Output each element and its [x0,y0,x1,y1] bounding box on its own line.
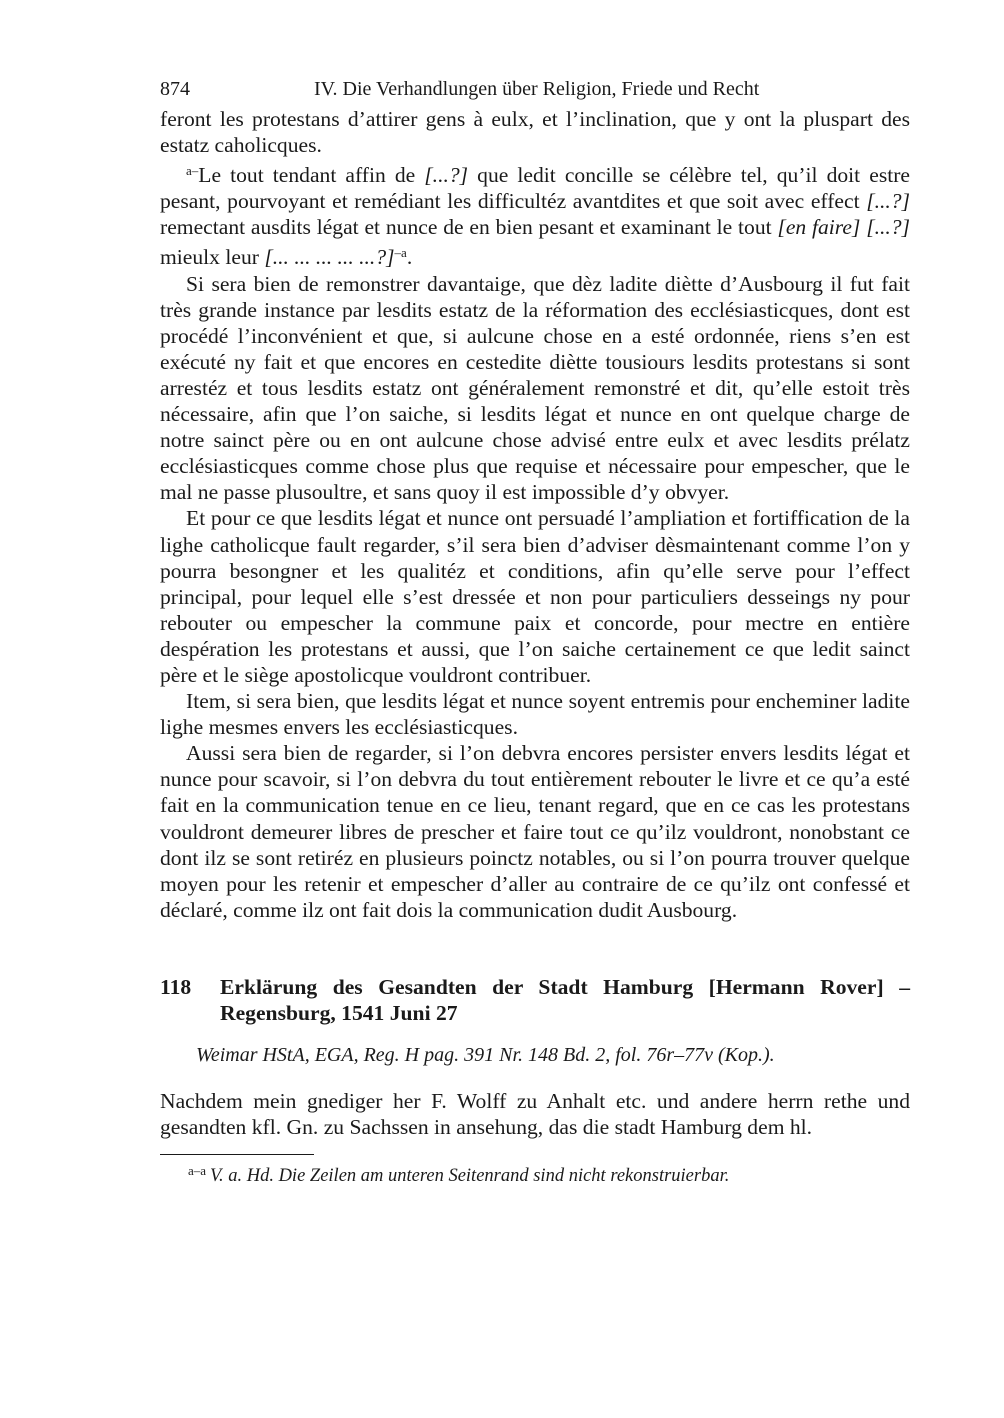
text-run: Si sera bien de remonstrer davantaige, que dèz ladite diètte d’Ausbourg il fut fait très grande instance par lesdits estatz de la réformation des ecclésiasticques, dont est procédé l’inconvénient et que, si aulcune chose en a esté ordonnée, riens s’en est exécuté ny fait et que encores en cestedite diètte tousiours lesdits protestans si sont arrestéz et tous lesdits estatz ont généralement remonstré et dit, qu’elle estoit très nécessaire, afin que l’on saiche, si lesdits légat et nunce en ont quelque charge de notre sainct père ou en ont aulcune chose advisé entre eulx et avec lesdits prélatz ecclésiasticques comme chose plus que requise et nécessaire pour empescher, que le mal ne passe plusoultre, et sans quoy il est impossible d’y obvyer. [160,271,910,505]
archival-source: Weimar HStA, EGA, Reg. H pag. 391 Nr. 148 Bd. 2, fol. 76r–77v (Kop.). [196,1043,775,1066]
page [160,78,910,1188]
page-header [160,78,910,106]
footnote [188,1159,910,1188]
paragraph-2 [160,158,910,270]
paragraph-1 [160,106,910,158]
text-run: Et pour ce que lesdits légat et nunce ont persuadé l’ampliation et fortiffication de la lighe catholicque fault regarder, s’il sera bien d’adviser dèsmaintenant comme l’on y pourra besongner et les qualitéz et conditions, afin qu’elle serve pour l’effect principal, pour lequel elle s’est dressée et non pour particuliers desseings ny pour rebouter ou empescher la commune paix et concorde, pour mectre en entière despération les protestans et aussi, que l’on saiche certainement ce que ledit sainct père et le siège apostolicque vouldront contribuer. [160,506,910,687]
editorial-marker: –a [394,245,407,261]
body-text [160,106,910,923]
paragraph-4 [160,505,910,688]
text-run: remectant ausdits légat et nunce de en bien pesant et examinant le tout [160,215,778,240]
italic-gap: [... ... ... ... ...?] [264,245,395,270]
italic-gap: [...?] [866,189,910,214]
document-number: 118 [160,974,192,999]
text-run: feront les protestans d’attirer gens à eulx, et l’inclination, que y ont la pluspart des estatz caholicques. [160,107,910,158]
italic-gap: [...?] [424,163,469,188]
text-run: . [406,245,413,270]
text-run: Aussi sera bien de regarder, si l’on debvra encores persister envers lesdits légat et nunce pour scavoir, si l’on debvra du tout entièrement rebouter le livre et ce qu’a esté fait en la communication tenue en ce lieu, tenant regard, que en ce cas les protestans vouldront demeurer libres de prescher et faire tout ce qu’ilz vouldront, nonobstant ce dont ilz se sont retiréz en plusieurs poinctz notables, ou si l’on pourra trouver quelque moyen pour les retenir et empescher d’aller au contraire de ce qu’ilz ont confessé et déclaré, comme ilz ont fait dois la communication dudit Ausbourg. [160,741,910,922]
editorial-marker: a– [186,163,199,179]
paragraph-6 [160,740,910,923]
footnote-text: V. a. Hd. Die Zeilen am unteren Seitenrand sind nicht rekonstruierbar. [210,1166,730,1187]
running-head: IV. Die Verhandlungen über Religion, Friede und Recht [314,78,760,100]
section-gap [160,923,910,974]
footnote-marker: a–a [188,1163,207,1179]
text-run: Le tout tendant affin de [198,163,425,188]
text-run: Item, si sera bien, que lesdits légat et nunce soyent entremis pour encheminer ladite lighe mesmes envers les ecclésiasticques. [160,689,910,740]
document-heading [160,974,910,1026]
text-run: mieulx leur [160,245,265,270]
footnote-rule [160,1154,314,1155]
text-run: que ledit concille se célèbre tel, qu’il doit estre pesant, pourvoyant et remédiant les difficultéz avantdites et que soit avec effect [160,163,911,214]
page-number: 874 [160,78,190,100]
document-title: Erklärung des Gesandten der Stadt Hamburg [Hermann Rover] – Regensburg, 1541 Juni 27 [220,974,910,1025]
paragraph-3 [160,271,910,506]
document-text: Nachdem mein gnediger her F. Wolff zu Anhalt etc. und andere herrn rethe und gesandten kfl. Gn. zu Sachssen in ansehung, das die stadt Hamburg dem hl. [160,1088,910,1139]
italic-gap: [en faire] [...?] [777,215,910,240]
paragraph-5 [160,688,910,740]
